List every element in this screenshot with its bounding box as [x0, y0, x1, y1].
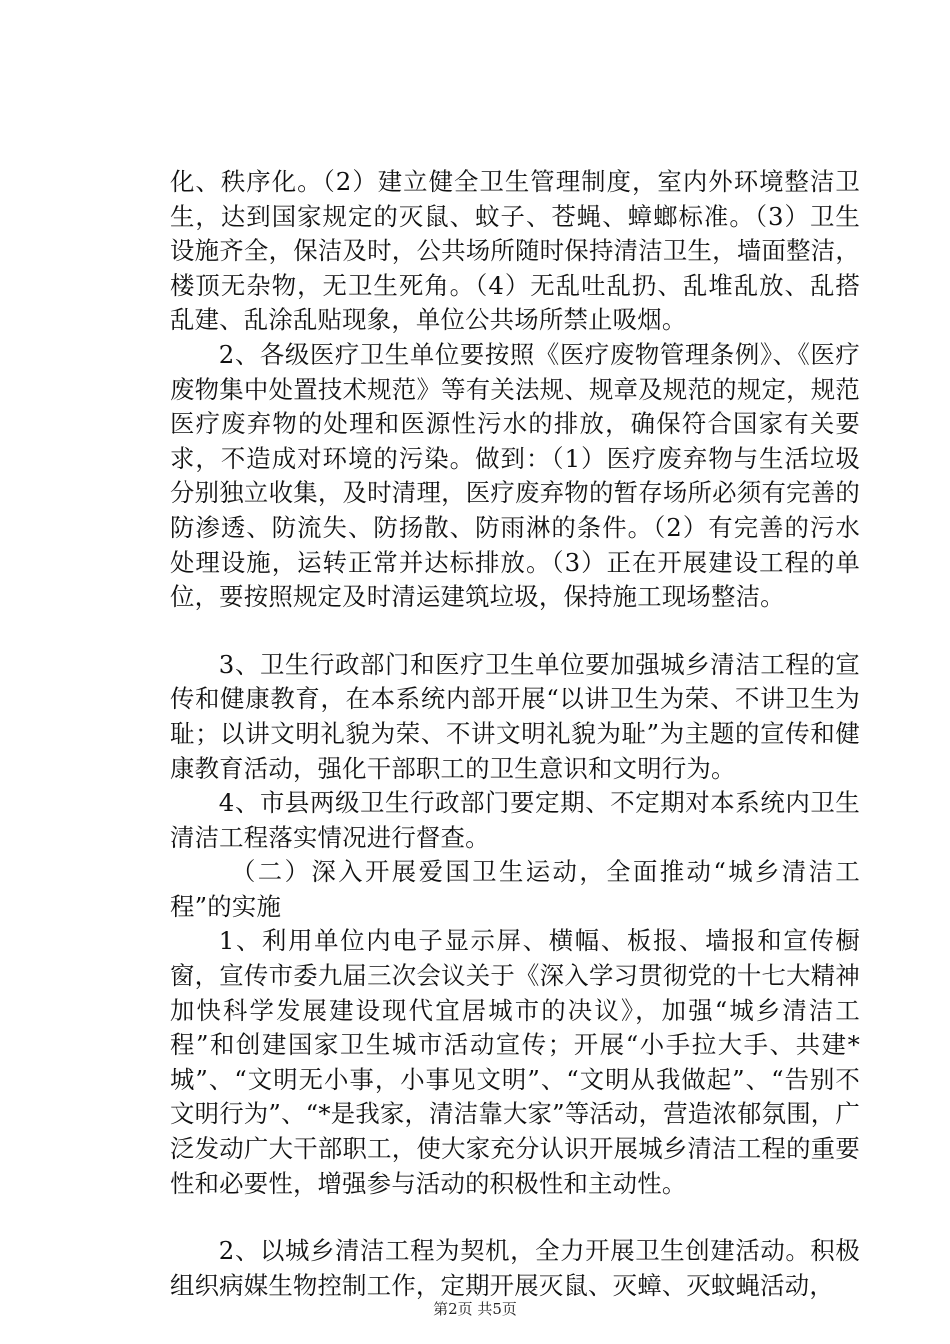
document-body [170, 165, 860, 1303]
paragraph-gap [170, 615, 860, 648]
page-number-footer: 第2页 共5页 [433, 1300, 517, 1318]
paragraph-subitem-2: 2、以城乡清洁工程为契机，全力开展卫生创建活动。积极组织病媒生物控制工作，定期开展灭鼠、灭蟑、灭蚊蝇活动， [170, 1236, 860, 1300]
paragraph-item-3: 3、卫生行政部门和医疗卫生单位要加强城乡清洁工程的宣传和健康教育，在本系统内部开展“以讲卫生为荣、不讲卫生为耻；以讲文明礼貌为荣、不讲文明礼貌为耻”为主题的宣传和健康教育活动，强化干部职工的卫生意识和文明行为。 [170, 649, 860, 783]
paragraph-subitem-1: 1、利用单位内电子显示屏、横幅、板报、墙报和宣传橱窗，宣传市委九届三次会议关于《深入学习贯彻党的十七大精神加快科学发展建设现代宜居城市的决议》，加强“城乡清洁工程”和创建国家卫生城市活动宣传；开展“小手拉大手、共建*城”、“文明无小事，小事见文明”、“文明从我做起”、“告别不文明行为”、“*是我家，清洁靠大家”等活动，营造浓郁氛围，广泛发动广大干部职工，使大家充分认识开展城乡清洁工程的重要性和必要性，增强参与活动的积极性和主动性。 [170, 926, 860, 1198]
paragraph-item-2: 2、各级医疗卫生单位要按照《医疗废物管理条例》、《医疗废物集中处置技术规范》等有关法规、规章及规范的规定，规范医疗废弃物的处理和医源性污水的排放，确保符合国家有关要求，不造成对环境的污染。做到：（1）医疗废弃物与生活垃圾分别独立收集，及时清理，医疗废弃物的暂存场所必须有完善的防渗透、防流失、防扬散、防雨淋的条件。（2）有完善的污水处理设施，运转正常并达标排放。（3）正在开展建设工程的单位，要按照规定及时清运建筑垃圾，保持施工现场整洁。 [170, 339, 860, 612]
section-heading: （二）深入开展爱国卫生运动，全面推动“城乡清洁工程”的实施 [170, 857, 860, 921]
paragraph-item-4: 4、市县两级卫生行政部门要定期、不定期对本系统内卫生清洁工程落实情况进行督查。 [170, 788, 860, 852]
paragraph-continuation: 化、秩序化。（2）建立健全卫生管理制度，室内外环境整洁卫生，达到国家规定的灭鼠、蚊子、苍蝇、蟑螂标准。（3）卫生设施齐全，保洁及时，公共场所随时保持清洁卫生，墙面整洁，楼顶无杂物，无卫生死角。（4）无乱吐乱扔、乱堆乱放、乱搭乱建、乱涂乱贴现象，单位公共场所禁止吸烟。 [170, 167, 860, 335]
paragraph-gap [170, 1201, 860, 1234]
